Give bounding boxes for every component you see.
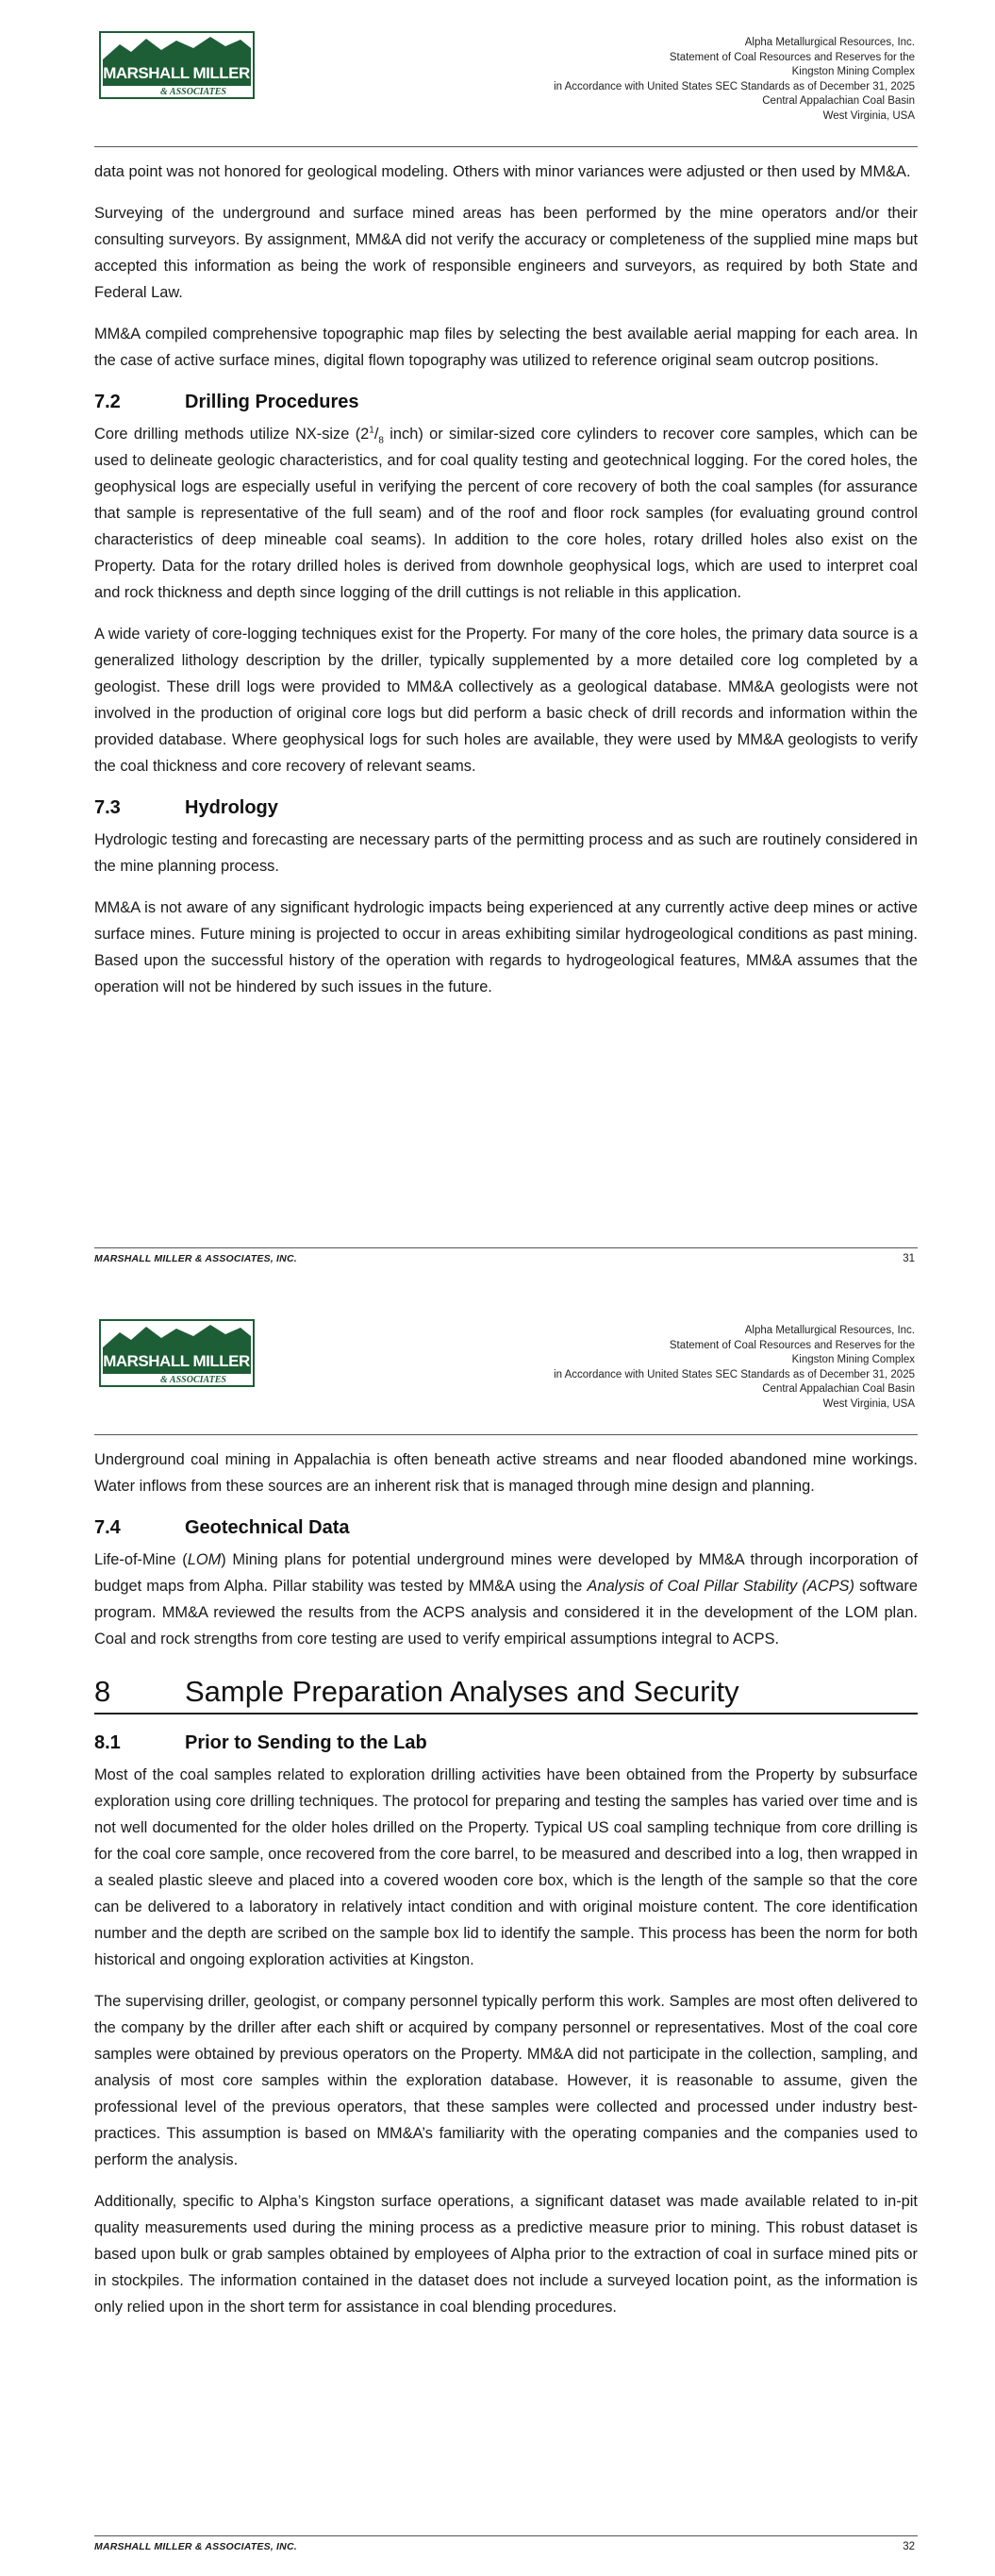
text-run: Life-of-Mine ( (94, 1551, 188, 1568)
page-number: 31 (903, 1253, 915, 1264)
section-heading-7-3 (94, 795, 918, 821)
section-title: Drilling Procedures (185, 392, 359, 412)
section-heading-7-2 (94, 389, 918, 415)
page-body (94, 159, 918, 1015)
header-line: in Accordance with United States SEC Standards as of December 31, 2025 (554, 80, 915, 92)
header-line: West Virginia, USA (822, 1397, 915, 1410)
fraction-denominator: 8 (378, 435, 384, 446)
paragraph (94, 421, 918, 606)
page-number: 32 (903, 2541, 915, 2552)
paragraph: Additionally, specific to Alpha’s Kingston surface operations, a significant dataset was made available related to in-pit quality measurements used during the mining process as a predictive measure prior to mining. This robust dataset is based upon bulk or grab samples obtained by employees of Alpha prior to the extraction of coal in surface mined pits or in stockpiles. The information contained in the dataset does not include a surveyed location point, as the information is only relied upon in the short term for assistance in coal blending procedures. (94, 2193, 918, 2316)
text-run-italic: Analysis of Coal Pillar Stability (ACPS) (587, 1578, 854, 1595)
section-heading-7-4 (94, 1514, 918, 1541)
header-line: Central Appalachian Coal Basin (762, 1383, 915, 1395)
header-divider (94, 1434, 918, 1435)
logo-text-main: MARSHALL MILLER (103, 64, 250, 82)
header-line: Kingston Mining Complex (791, 66, 915, 77)
text-run: Core drilling methods utilize NX-size (2 (94, 426, 370, 443)
paragraph: Underground coal mining in Appalachia is often beneath active streams and near flooded abandoned mine workings. Water inflows from these sources are an inherent risk that is managed through mine design and planning. (94, 1451, 918, 1495)
section-number: 8.1 (94, 1732, 121, 1753)
company-logo (99, 1319, 255, 1387)
fraction-numerator: 1 (369, 425, 374, 436)
text-run: ) Mining plans for potential underground mines were developed by MM&A through incorporation of budget maps from Alpha. Pillar stability was tested by MM&A using the (94, 1551, 918, 1595)
footer-divider (94, 1247, 918, 1248)
paragraph: MM&A is not aware of any significant hydrologic impacts being experienced at any currently active deep mines or active surface mines. Future mining is projected to occur in areas exhibiting similar hydrogeological conditions as past mining. Based upon the successful history of the operation with regards to hydrogeological features, MM&A assumes that the operation will not be hindered by such issues in the future. (94, 899, 918, 995)
header-line: Statement of Coal Resources and Reserves for the (669, 51, 915, 63)
paragraph: The supervising driller, geologist, or company personnel typically perform this work. Samples are most often delivered to the company by the driller after each shift or acquired by company personnel or representatives. Most of the coal core samples were obtained by previous operators on the Property. MM&A did not participate in the collection, sampling, and analysis of most core samples within the exploration database. However, it is reasonable to assume, given the professional level of the previous operators, that these samples were collected and processed under industry best-practices. This assumption is based on MM&A’s familiarity with the operating companies and the companies used to perform the analysis. (94, 1993, 918, 2168)
chapter-heading-8 (94, 1673, 918, 1715)
section-number: 7.2 (94, 392, 121, 412)
paragraph: A wide variety of core-logging techniques exist for the Property. For many of the core holes, the primary data source is a generalized lithology description by the driller, typically supplemented by a more detailed core log completed by a geologist. These drill logs were provided to MM&A collectively as a geological database. MM&A geologists were not involved in the production of original core logs but did perform a basic check of drill records and information within the provided database. Where geophysical logs for such holes are available, they were used by MM&A geologists to verify the coal thickness and core recovery of relevant seams. (94, 626, 918, 775)
paragraph (94, 1547, 918, 1652)
company-logo (99, 31, 255, 99)
fraction-slash: / (373, 426, 379, 443)
paragraph: data point was not honored for geological modeling. Others with minor variances were adjusted or then used by MM&A. (94, 163, 911, 180)
section-number: 7.4 (94, 1517, 121, 1538)
text-run: inch) or similar-sized core cylinders to recover core samples, which can be used to delineate geologic characteristics, and for coal quality testing and geotechnical logging. For the cored holes, the geophysical logs are especially useful in verifying the percent of core recovery of both the coal samples (for assurance that sample is representative of the full seam) and of the roof and floor rock samples (for evaluating ground control characteristics of deep mineable coal seams). In addition to the core holes, rotary drilled holes also exist on the Property. Data for the rotary drilled holes is derived from downhole geophysical logs, which are used to interpret coal and rock thickness and depth since logging of the drill cuttings is not reliable in this application. (94, 426, 918, 601)
chapter-number: 8 (94, 1675, 111, 1708)
paragraph: Surveying of the underground and surface mined areas has been performed by the mine operators and/or their consulting surveyors. By assignment, MM&A did not verify the accuracy or completeness of the supplied mine maps but accepted this information as being the work of responsible engineers and surveyors, as required by both State and Federal Law. (94, 205, 918, 301)
paragraph: Most of the coal samples related to exploration drilling activities have been obtained from the Property by subsurface exploration using core drilling techniques. The protocol for preparing and testing the samples has varied over time and is not well documented for the older holes drilled on the Property. Typical US coal sampling technique from core drilling is for the coal core sample, once recovered from the core barrel, to be measured and described into a log, then wrapped in a sealed plastic sleeve and placed into a covered wooden core box, which is the length of the sample so that the core can be delivered to a laboratory in relatively intact condition and with original moisture content. The core identification number and the depth are scribed on the sample box lid to identify the sample. This process has been the norm for both historical and ongoing exploration activities at Kingston. (94, 1766, 918, 1968)
page-body (94, 1447, 918, 2335)
section-title: Geotechnical Data (185, 1517, 350, 1538)
section-title: Prior to Sending to the Lab (185, 1732, 427, 1753)
header-divider (94, 146, 918, 147)
section-title: Hydrology (185, 797, 278, 818)
text-run-italic: LOM (187, 1551, 222, 1568)
chapter-title: Sample Preparation Analyses and Security (185, 1675, 739, 1708)
header-line: Statement of Coal Resources and Reserves for the (669, 1339, 915, 1351)
paragraph: Hydrologic testing and forecasting are necessary parts of the permitting process and as such are routinely considered in the mine planning process. (94, 831, 918, 875)
text-run: software program. MM&A reviewed the results from the ACPS analysis and considered it in the development of the LOM plan. Coal and rock strengths from core testing are used to verify empirical assumptions integral to ACPS. (94, 1578, 919, 1648)
paragraph: MM&A compiled comprehensive topographic map files by selecting the best available aerial mapping for each area. In the case of active surface mines, digital flown topography was utilized to reference original seam outcrop positions. (94, 326, 918, 369)
footer-divider (94, 2535, 918, 2536)
header-line: Alpha Metallurgical Resources, Inc. (744, 37, 915, 48)
footer-company: MARSHALL MILLER & ASSOCIATES, INC. (94, 1253, 297, 1264)
logo-text-sub: & ASSOCIATES (160, 87, 226, 97)
header-report-info (554, 36, 915, 124)
header-line: Alpha Metallurgical Resources, Inc. (744, 1325, 915, 1336)
header-line: West Virginia, USA (822, 109, 915, 122)
page-header (94, 1314, 920, 1439)
page-32 (0, 1288, 995, 2576)
logo-text-sub: & ASSOCIATES (160, 1375, 226, 1385)
section-heading-8-1 (94, 1730, 918, 1756)
header-line: Kingston Mining Complex (791, 1354, 915, 1365)
header-report-info (554, 1324, 915, 1412)
footer-company: MARSHALL MILLER & ASSOCIATES, INC. (94, 2541, 297, 2552)
header-line: in Accordance with United States SEC Standards as of December 31, 2025 (554, 1368, 915, 1380)
page-header (94, 26, 920, 151)
logo-text-main: MARSHALL MILLER (103, 1352, 250, 1370)
header-line: Central Appalachian Coal Basin (762, 95, 915, 107)
section-number: 7.3 (94, 797, 121, 818)
